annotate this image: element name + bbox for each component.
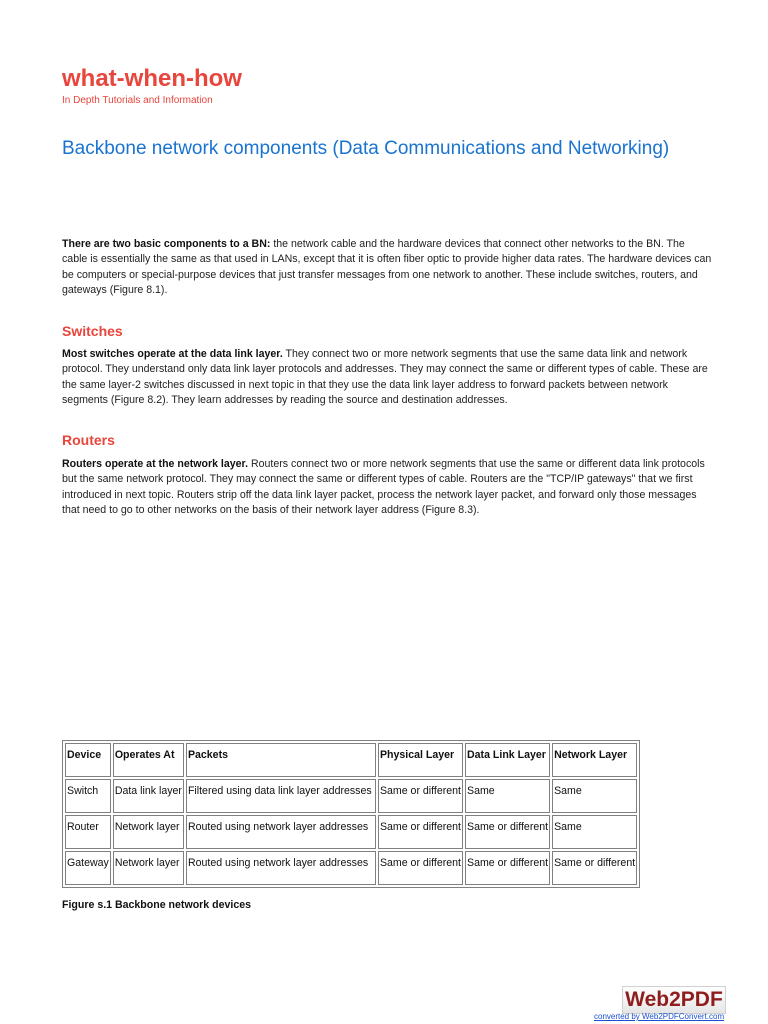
switches-paragraph [62,347,712,409]
table-cell: Same or different [378,815,463,849]
intro-paragraph [62,237,712,299]
header-network-layer: Network Layer [552,743,637,777]
table-cell: Same [552,815,637,849]
routers-paragraph [62,457,712,519]
table-cell: Same [552,779,637,813]
table-row [65,851,637,885]
table-cell: Router [65,815,111,849]
table-cell: Gateway [65,851,111,885]
routers-heading: Routers [62,432,115,448]
table-caption: Figure s.1 Backbone network devices [62,899,251,911]
table-cell: Routed using network layer addresses [186,815,376,849]
table-cell: Data link layer [113,779,184,813]
page-title: Backbone network components (Data Communications and Networking) [62,138,670,159]
intro-lead: There are two basic components to a BN: [62,238,271,250]
routers-lead: Routers operate at the network layer. [62,458,249,470]
table-cell: Same or different [378,779,463,813]
table-cell: Network layer [113,851,184,885]
switches-text: They connect two or more network segments that use the same data link and network protocol. They understand only data link layer protocols and addresses. They may connect the same or different types of cable. These are the same layer-2 switches discussed in next topic in that they use the data link layer address to forward packets between network segments (Figure 8.2). They learn addresses by reading the source and destination addresses. [62,348,708,407]
header-packets: Packets [186,743,376,777]
header-operates-at: Operates At [113,743,184,777]
table-row [65,815,637,849]
web2pdf-logo[interactable]: Web2PDF [622,986,726,1014]
header-physical-layer: Physical Layer [378,743,463,777]
header-data-link-layer: Data Link Layer [465,743,550,777]
table-cell: Same or different [552,851,637,885]
site-tagline: In Depth Tutorials and Information [62,95,213,106]
table-cell: Same [465,779,550,813]
routers-text: Routers connect two or more network segments that use the same or different data link protocols but the same network protocol. They may connect the same or different types of cable. Routers are the "TCP/IP gateways" that we first introduced in next topic. Routers strip off the data link layer packet, process the network layer packet, and forward only those messages that need to go to other networks on the basis of their network layer address (Figure 8.3). [62,458,705,517]
table-cell: Routed using network layer addresses [186,851,376,885]
site-title[interactable]: what-when-how [62,65,242,92]
table-header-row [65,743,637,777]
table-cell: Same or different [465,815,550,849]
table-cell: Same or different [465,851,550,885]
switches-lead: Most switches operate at the data link layer. [62,348,283,360]
switches-heading: Switches [62,323,123,339]
header-device: Device [65,743,111,777]
table-row [65,779,637,813]
intro-text: the network cable and the hardware devices that connect other networks to the BN. The cable is essentially the same as that used in LANs, except that it is often fiber optic to provide higher data rates. The hardware devices can be computers or special-purpose devices that just transfer messages from one network to another. These include switches, routers, and gateways (Figure 8.1). [62,238,712,297]
web2pdf-link[interactable]: converted by Web2PDFConvert.com [594,1012,725,1021]
table-cell: Switch [65,779,111,813]
backbone-devices-table [62,740,640,888]
table-cell: Filtered using data link layer addresses [186,779,376,813]
table-cell: Same or different [378,851,463,885]
table-cell: Network layer [113,815,184,849]
